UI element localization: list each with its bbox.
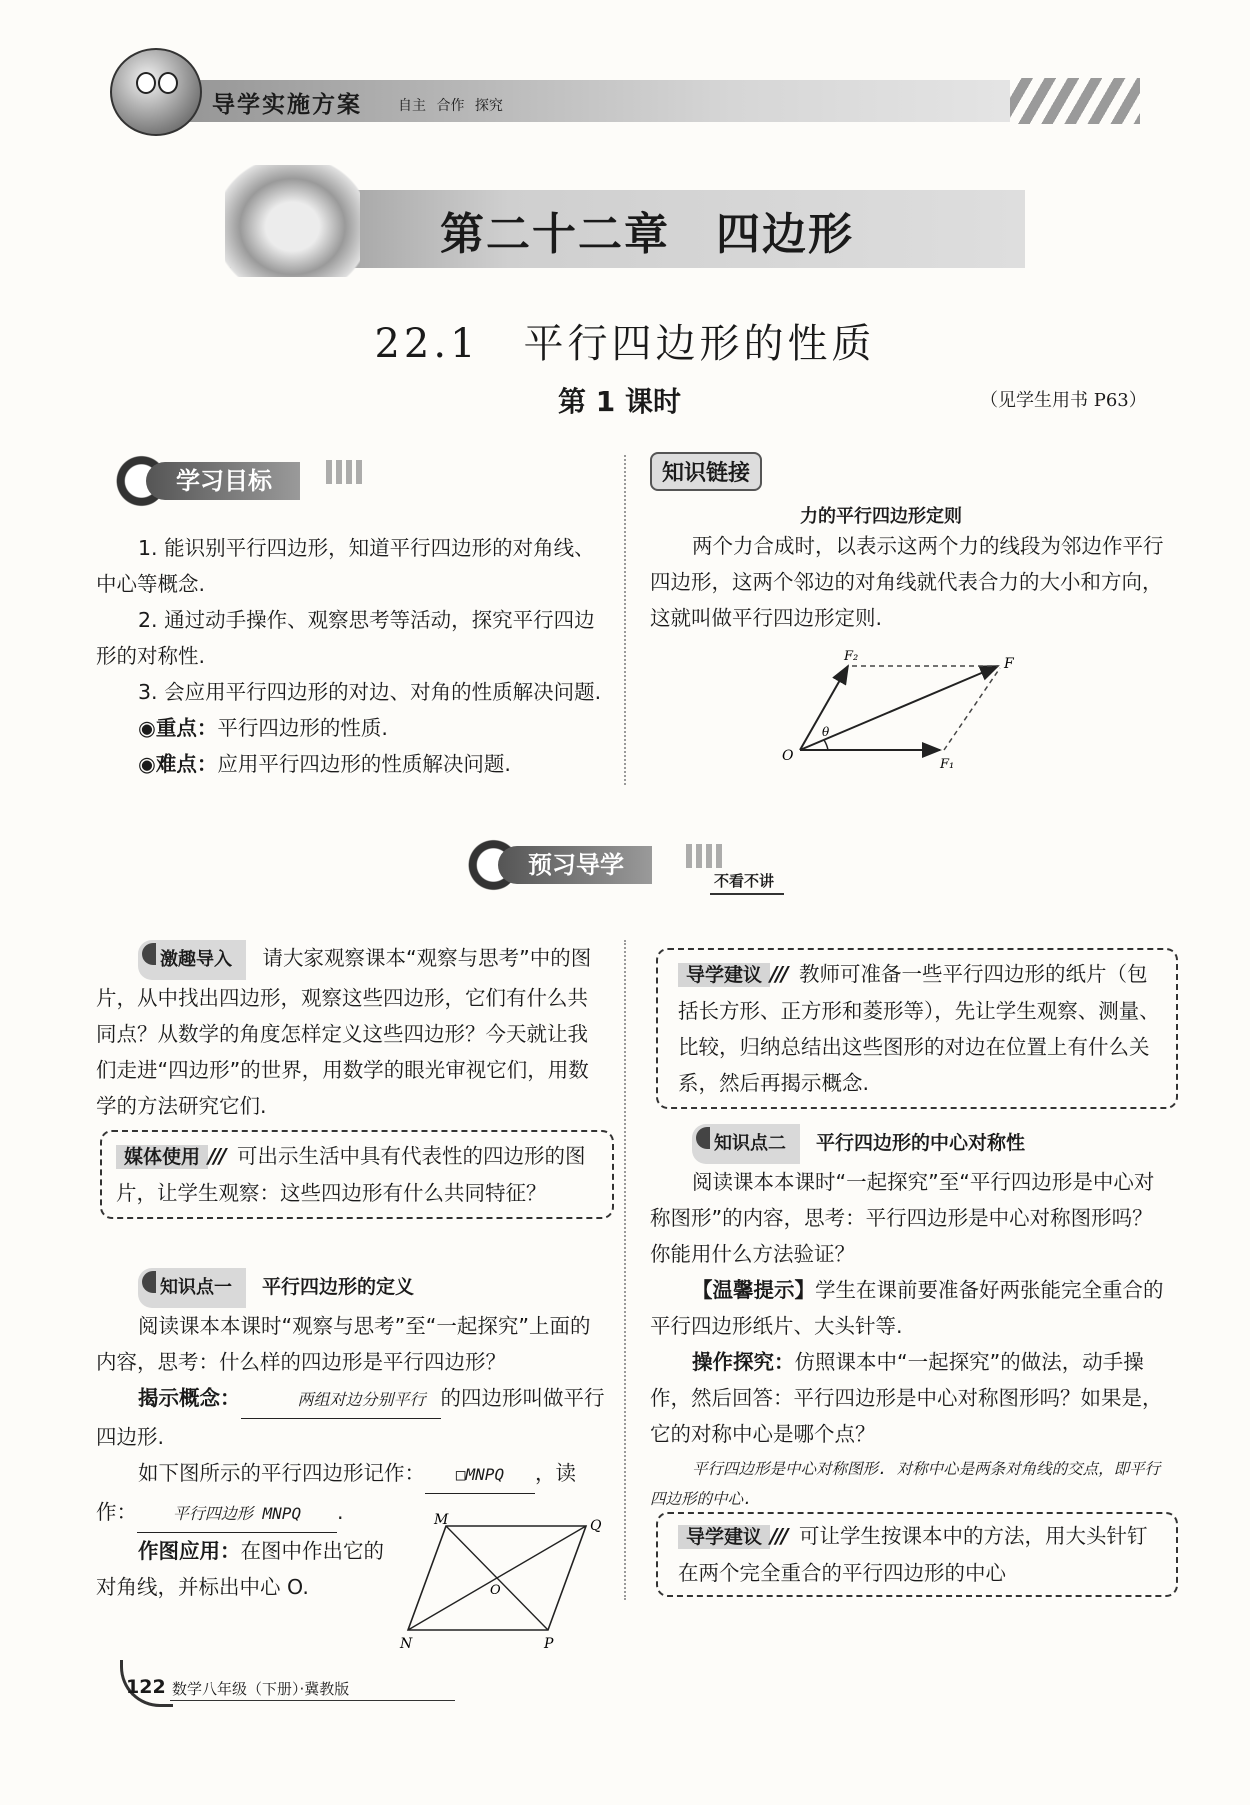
kp1-text: 阅读课本本课时“观察与思考”至“一起探究”上面的内容，思考：什么样的四边形是平行四边形？ bbox=[96, 1314, 591, 1374]
kp2-section bbox=[650, 1124, 1170, 1514]
goal-item: 3. 会应用平行四边形的对边、对角的性质解决问题. bbox=[138, 680, 602, 704]
goal-item: 1. 能识别平行四边形，知道平行四边形的对角线、中心等概念. bbox=[96, 536, 595, 596]
preview-tag: 不看不讲 bbox=[710, 870, 784, 895]
intro-paragraph bbox=[96, 940, 606, 1124]
media-tag: 媒体使用 bbox=[116, 1145, 208, 1169]
read-answer: 平行四边形 MNPQ bbox=[137, 1496, 337, 1533]
header-stripes bbox=[1010, 78, 1140, 124]
tip2-tag: 导学建议 bbox=[678, 1525, 770, 1549]
tip1-text: 教师可准备一些平行四边形的纸片（包括长方形、正方形和菱形等），先让学生观察、测量、比较，归纳总结出这些图形的对边在位置上有什么关系，然后再揭示概念. bbox=[678, 962, 1160, 1095]
page-number: 122 bbox=[126, 1676, 166, 1698]
preview-badge bbox=[448, 836, 808, 894]
goals-label: 学习目标 bbox=[146, 462, 300, 500]
difficult-point: ◉难点：应用平行四边形的性质解决问题. bbox=[138, 752, 511, 776]
point-o-label: O bbox=[490, 1583, 501, 1598]
kp2-answer: 平行四边形是中心对称图形. 对称中心是两条对角线的交点，即平行四边形的中心. bbox=[650, 1460, 1161, 1508]
diagonal-qn bbox=[408, 1526, 586, 1630]
kp2-title: 平行四边形的中心对称性 bbox=[816, 1132, 1026, 1154]
reveal-answer: 两组对边分别平行 bbox=[241, 1382, 441, 1419]
kp1-title: 平行四边形的定义 bbox=[262, 1276, 415, 1298]
column-divider bbox=[624, 940, 626, 1600]
knowledge-link-title: 力的平行四边形定则 bbox=[800, 506, 962, 527]
parallelogram-mnpq-diagram bbox=[400, 1508, 600, 1650]
column-divider bbox=[624, 455, 626, 785]
tip2-text: 可让学生按课本中的方法，用大头针钉在两个完全重合的平行四边形的中心 bbox=[678, 1524, 1148, 1585]
header-title: 导学实施方案 bbox=[212, 91, 362, 117]
goals-list bbox=[96, 530, 606, 782]
kp1-reveal: 揭示概念： 两组对边分别平行 的四边形叫做平行四边形. bbox=[96, 1380, 606, 1455]
tip1-tag: 导学建议 bbox=[678, 963, 770, 987]
kp2-warm-tip: 【温馨提示】学生在课前要准备好两张能完全重合的平行四边形纸片、大头针等. bbox=[650, 1278, 1164, 1338]
footer-line bbox=[170, 1700, 455, 1701]
knowledge-link-text: 两个力合成时，以表示这两个力的线段为邻边作平行四边形，这两个邻边的对角线就代表合力的大小和方向，这就叫做平行四边形定则. bbox=[650, 534, 1164, 630]
force-parallelogram-diagram bbox=[780, 648, 1040, 773]
knowledge-link-label: 知识链接 bbox=[650, 452, 762, 491]
header-subtitle: 自主 合作 探究 bbox=[398, 98, 503, 114]
point-m-label: M bbox=[434, 1512, 449, 1528]
key-point: ◉重点：平行四边形的性质. bbox=[138, 716, 388, 740]
chapter-photo bbox=[225, 165, 360, 277]
notation-answer: □MNPQ bbox=[425, 1457, 535, 1494]
goals-badge bbox=[96, 452, 376, 510]
kp1-notation: 如下图所示的平行四边形记作： □MNPQ ，读作： 平行四边形 MNPQ . bbox=[96, 1455, 606, 1533]
theta-label: θ bbox=[822, 725, 830, 739]
lesson-title: 第 1 课时 bbox=[558, 385, 681, 418]
media-box: 媒体使用 /// 可出示生活中具有代表性的四边形的图片，让学生观察：这些四边形有什么共同特征？ bbox=[100, 1130, 614, 1219]
kp1-draw: 作图应用：在图中作出它的对角线，并标出中心 O. bbox=[96, 1539, 384, 1599]
book-reference: （见学生用书 P63） bbox=[980, 390, 1147, 411]
kp2-operation: 操作探究：仿照课本中“一起探究”的做法，动手操作，然后回答：平行四边形是中心对称图形吗？如果是，它的对称中心是哪个点？ bbox=[650, 1350, 1163, 1446]
kp2-tag: 知识点二 bbox=[692, 1124, 800, 1164]
f-vector bbox=[800, 666, 998, 750]
goal-item: 2. 通过动手操作、观察思考等活动，探究平行四边形的对称性. bbox=[96, 608, 595, 668]
mascot-icon bbox=[110, 48, 202, 136]
section-title: 22.1 平行四边形的性质 bbox=[374, 321, 876, 367]
point-p-label: P bbox=[544, 1636, 554, 1652]
intro-tag: 激趣导入 bbox=[138, 940, 246, 980]
f-label: F bbox=[1004, 656, 1014, 672]
chapter-title: 第二十二章 四边形 bbox=[440, 209, 854, 260]
intro-text: 请大家观察课本“观察与思考”中的图片，从中找出四边形，观察这些四边形，它们有什么共同点？从数学的角度怎样定义这些四边形？今天就让我们走进“四边形”的世界，用数学的眼光审视它们，用数学的方法研究它们. bbox=[96, 946, 592, 1118]
media-text: 可出示生活中具有代表性的四边形的图片，让学生观察：这些四边形有什么共同特征？ bbox=[116, 1144, 586, 1205]
kp2-text: 阅读课本本课时“一起探究”至“平行四边形是中心对称图形”的内容，思考：平行四边形是中心对称图形吗？你能用什么方法验证？ bbox=[650, 1170, 1155, 1266]
tip2-box: 导学建议 /// 可让学生按课本中的方法，用大头针钉在两个完全重合的平行四边形的中心 bbox=[656, 1512, 1178, 1597]
tip1-box: 导学建议 /// 教师可准备一些平行四边形的纸片（包括长方形、正方形和菱形等），先让学生观察、测量、比较，归纳总结出这些图形的对边在位置上有什么关系，然后再揭示概念. bbox=[656, 948, 1178, 1109]
footer-book-title: 数学八年级（下册）·冀教版 bbox=[172, 1680, 350, 1698]
preview-label: 预习导学 bbox=[498, 846, 652, 884]
f1-label: F₁ bbox=[940, 757, 955, 772]
f2-label: F₂ bbox=[844, 649, 859, 664]
kp1-tag: 知识点一 bbox=[138, 1268, 246, 1308]
point-o-label: O bbox=[782, 748, 794, 764]
point-n-label: N bbox=[400, 1636, 413, 1652]
point-q-label: Q bbox=[590, 1518, 602, 1534]
